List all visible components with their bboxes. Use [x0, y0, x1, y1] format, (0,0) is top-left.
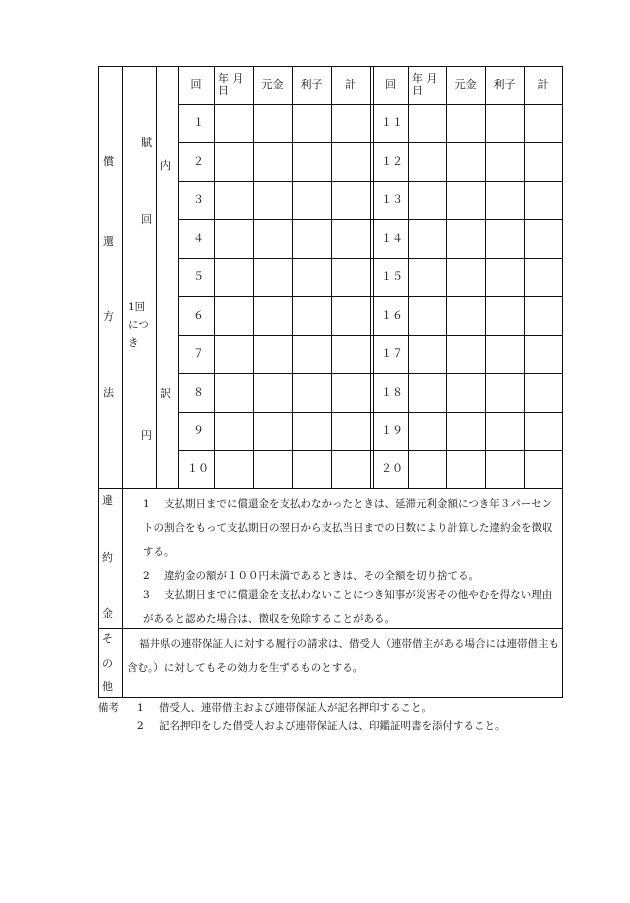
penalty-label-1: 違 — [102, 494, 113, 507]
installment-count-label: 回 — [141, 213, 152, 226]
other-label-3: 他 — [102, 680, 113, 693]
repayment-method-label-2: 還 — [103, 235, 114, 248]
header-date-right: 年 月 日 — [412, 72, 438, 97]
breakdown-label-1: 内 — [160, 159, 171, 172]
installment-number: １９ — [381, 424, 403, 437]
header-count-right: 回 — [385, 78, 396, 91]
installment-number: １４ — [381, 231, 403, 245]
header-total-right: 計 — [537, 78, 549, 91]
installment-number: ４ — [193, 231, 204, 245]
header-principal: 元金 — [261, 78, 284, 91]
installment-number: ９ — [193, 424, 204, 437]
breakdown-label-2: 訳 — [160, 387, 171, 400]
penalty-item-text: 支払期日までに償還金を支払わなかったときは、延滞元利金額につき年３パーセントの割合をもって支払期日の翌日から支払当日までの日数により計算した違約金を徴収する。 — [143, 498, 553, 558]
header-interest-right: 利子 — [493, 78, 516, 91]
remarks-item-number: 2 — [137, 720, 144, 732]
penalty-item-3 — [143, 583, 561, 631]
yen-label: 円 — [141, 429, 152, 442]
installment-number: ８ — [193, 385, 204, 399]
penalty-item-number: 1 — [143, 498, 150, 510]
installment-number: ３ — [193, 193, 204, 206]
penalty-label-3: 金 — [102, 607, 113, 620]
header-date: 年 月 日 — [218, 72, 244, 97]
installment-number: １２ — [381, 154, 403, 168]
penalty-item-text: 支払期日までに償還金を支払わないことにつき知事が災害その他やむを得ない理由があると認めた場合は、徴収を免除することがある。 — [143, 589, 553, 625]
installment-number: １ — [193, 116, 204, 129]
remarks-item-2 — [137, 717, 562, 735]
header-total: 計 — [345, 78, 356, 91]
installment-number: ５ — [193, 270, 204, 283]
remarks-item-text: 借受人、連帯借主および連帯保証人が記名押印すること。 — [159, 702, 433, 714]
remarks-item-number: 1 — [137, 702, 144, 714]
other-label-1: そ — [102, 632, 113, 645]
penalty-item-number: 3 — [143, 589, 150, 601]
other-text: 福井県の連帯保証人に対する履行の請求は、借受人（連帯借主がある場合には連帯借主も含む。）に対してもその効力を生ずるものとする。 — [127, 638, 559, 674]
installment-number: １５ — [381, 270, 403, 283]
installment-number: １８ — [381, 385, 403, 399]
installment-label: 賦 — [141, 136, 152, 149]
repayment-method-label-3: 方 — [103, 310, 114, 323]
remarks-item-text: 記名押印をした借受人および連帯保証人は、印鑑証明書を添付すること。 — [159, 720, 506, 732]
header-count: 回 — [190, 78, 202, 91]
penalty-item-text: 違約金の額が１００円未満であるときは、その全額を切り捨てる。 — [164, 570, 479, 582]
header-interest: 利子 — [300, 78, 323, 91]
installment-number: １１ — [381, 116, 403, 129]
remarks-label: 備考 — [98, 702, 119, 714]
installment-number: ６ — [193, 308, 204, 322]
repayment-method-label-1: 償 — [103, 155, 114, 168]
penalty-item-number: 2 — [143, 570, 150, 582]
installment-number: ２０ — [381, 462, 403, 475]
installment-number: １６ — [381, 308, 403, 322]
penalty-label-2: 約 — [102, 551, 113, 564]
installment-number: ２ — [193, 154, 204, 168]
per-installment-label: 1回につき — [128, 301, 149, 349]
installment-number: １０ — [187, 462, 209, 475]
installment-number: ７ — [193, 347, 204, 360]
penalty-item-1 — [143, 492, 561, 564]
installment-number: １７ — [381, 347, 403, 360]
other-label-2: の — [102, 657, 113, 670]
remarks-item-1 — [137, 699, 562, 717]
installment-number: １３ — [381, 193, 403, 206]
repayment-method-label-4: 法 — [103, 386, 114, 399]
header-principal-right: 元金 — [454, 78, 477, 91]
